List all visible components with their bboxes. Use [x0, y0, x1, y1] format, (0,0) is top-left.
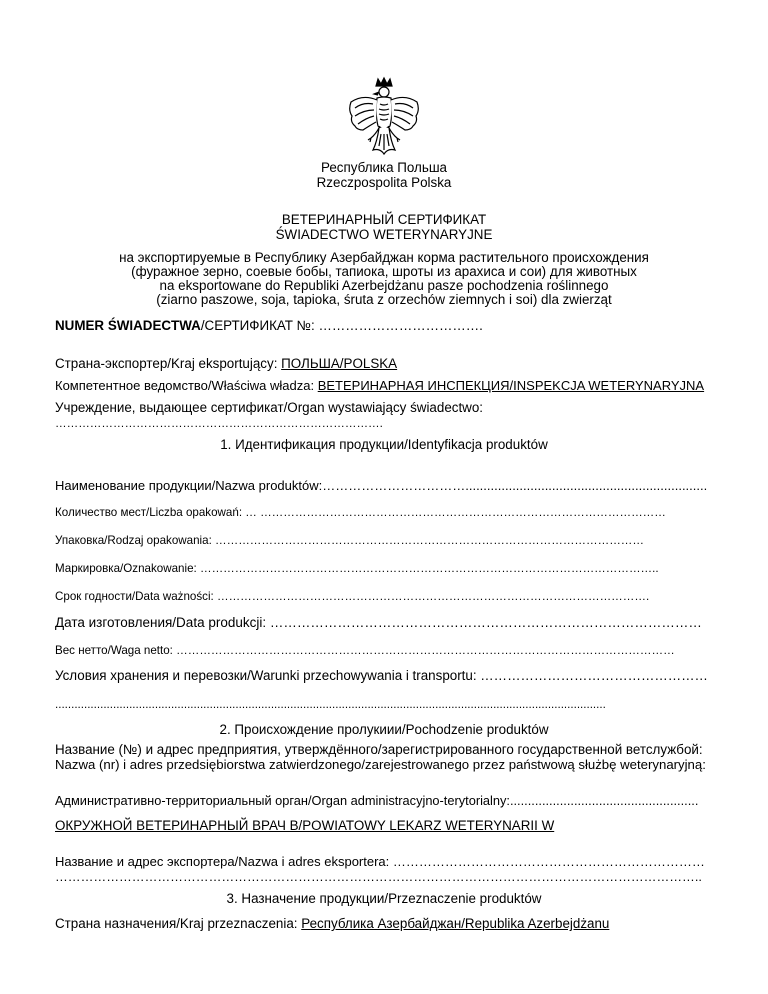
issuing-organ-label: Учреждение, выдающее сертификат/Organ wystawiający świadectwo:	[55, 400, 484, 415]
field-net-weight: Вес нетто/Waga netto: …………………………………………………………………………………………………………………	[55, 644, 675, 657]
field-product-name: Наименование продукции/Nazwa produktów:……………………………...................................................................	[55, 478, 708, 493]
exporter-dots: ……………………………………………………………………………………………………………………………………..	[55, 869, 702, 884]
certificate-title-ru: ВЕТЕРИНАРНЫЙ СЕРТИФИКАТ	[281, 212, 487, 227]
section-2-title: 2. Происхождение пролукиии/Pochodzenie produktów	[219, 722, 549, 737]
purpose-line-3: na eksportowane do Republiki Azerbejdżanu pasze pochodzenia roślinnego	[159, 278, 609, 293]
exporting-country-label: Страна-экспортер/Kraj eksportujący:	[55, 356, 282, 371]
country-name-ru: Республика Польша	[320, 160, 448, 175]
competent-authority-label: Компетентное ведомство/Właściwa władza:	[55, 378, 318, 393]
section-1-title: 1. Идентификация продукции/Identyfikacja produktów	[220, 437, 548, 452]
exporting-country-value: ПОЛЬША/POLSKA	[281, 356, 398, 371]
admin-organ: Административно-территориальный орган/Organ administracyjno-terytorialny:.....................................................	[55, 793, 699, 808]
certificate-number-label-ru: /СЕРТИФИКАТ №:	[200, 318, 319, 333]
establishment-label-pl: Nazwa (nr) i adres przedsiębiorstwa zatwierdzonego/zarejestrowanego przez państwową służbę weterynaryjną:	[55, 757, 706, 772]
certificate-number-label-pl: NUMER ŚWIADECTWA	[55, 318, 201, 333]
establishment-label-ru: Название (№) и адрес предприятия, утверждённого/зарегистрированного государственной ветслужбой:	[55, 742, 703, 757]
district-vet: ОКРУЖНОЙ ВЕТЕРИНАРНЫЙ ВРАЧ В/POWIATOWY LEKARZ WETERYNARII W	[55, 818, 555, 833]
field-packaging-type: Упаковка/Rodzaj opakowania: …………………………………………………………………………………………………	[55, 534, 644, 547]
exporter-name-address: Название и адрес экспортера/Nazwa i adres eksportera: ………………………………………………………………	[55, 854, 705, 869]
certificate-title-pl: ŚWIADECTWO WETERYNARYJNE	[275, 227, 493, 242]
certificate-number	[55, 318, 483, 334]
field-production-date: Дата изготовления/Data produkcji: ……………………………………………………………………………………	[55, 615, 702, 630]
field-marking: Маркировка/Oznakowanie: ………………………………………………………………………………………………………..	[55, 562, 659, 575]
field-storage-dots: ...........................................................................................................................................................................	[55, 698, 606, 711]
exporting-country	[55, 356, 397, 372]
field-package-count: Количество мест/Liczba opakowań: … ……………………………………………………………………………………………	[55, 506, 666, 519]
purpose-line-1: на экспортируемые в Республику Азербайджан корма растительного происхождения	[119, 250, 649, 265]
certificate-number-dots: ……………………………….	[318, 318, 483, 333]
issuing-organ-dots: ………………………………………………………………………….	[55, 417, 383, 430]
destination-country-value: Республика Азербайджан/Republika Azerbejdżanu	[301, 916, 610, 931]
competent-authority-value: ВЕТЕРИНАРНАЯ ИНСПЕКЦИЯ/INSPEKCJA WETERYNARYJNA	[317, 378, 705, 393]
country-name-pl: Rzeczpospolita Polska	[316, 175, 452, 190]
purpose-line-2: (фуражное зерно, соевые бобы, тапиока, шроты из арахиса и сои) для животных	[131, 264, 637, 279]
competent-authority	[55, 378, 704, 394]
polish-eagle-emblem	[343, 76, 425, 162]
destination-country	[55, 916, 609, 932]
section-3-title: 3. Назначение продукции/Przeznaczenie produktów	[226, 891, 542, 906]
field-expiry-date: Срок годности/Data ważności: ………………………………………………………………………………………………….	[55, 590, 650, 603]
destination-country-label: Страна назначения/Kraj przeznaczenia:	[55, 916, 302, 931]
field-storage-conditions: Условия хранения и перевозки/Warunki przechowywania i transportu: ……………………………………………	[55, 668, 708, 683]
purpose-line-4: (ziarno paszowe, soja, tapioka, śruta z orzechów ziemnych i soi) dla zwierząt	[156, 292, 612, 307]
